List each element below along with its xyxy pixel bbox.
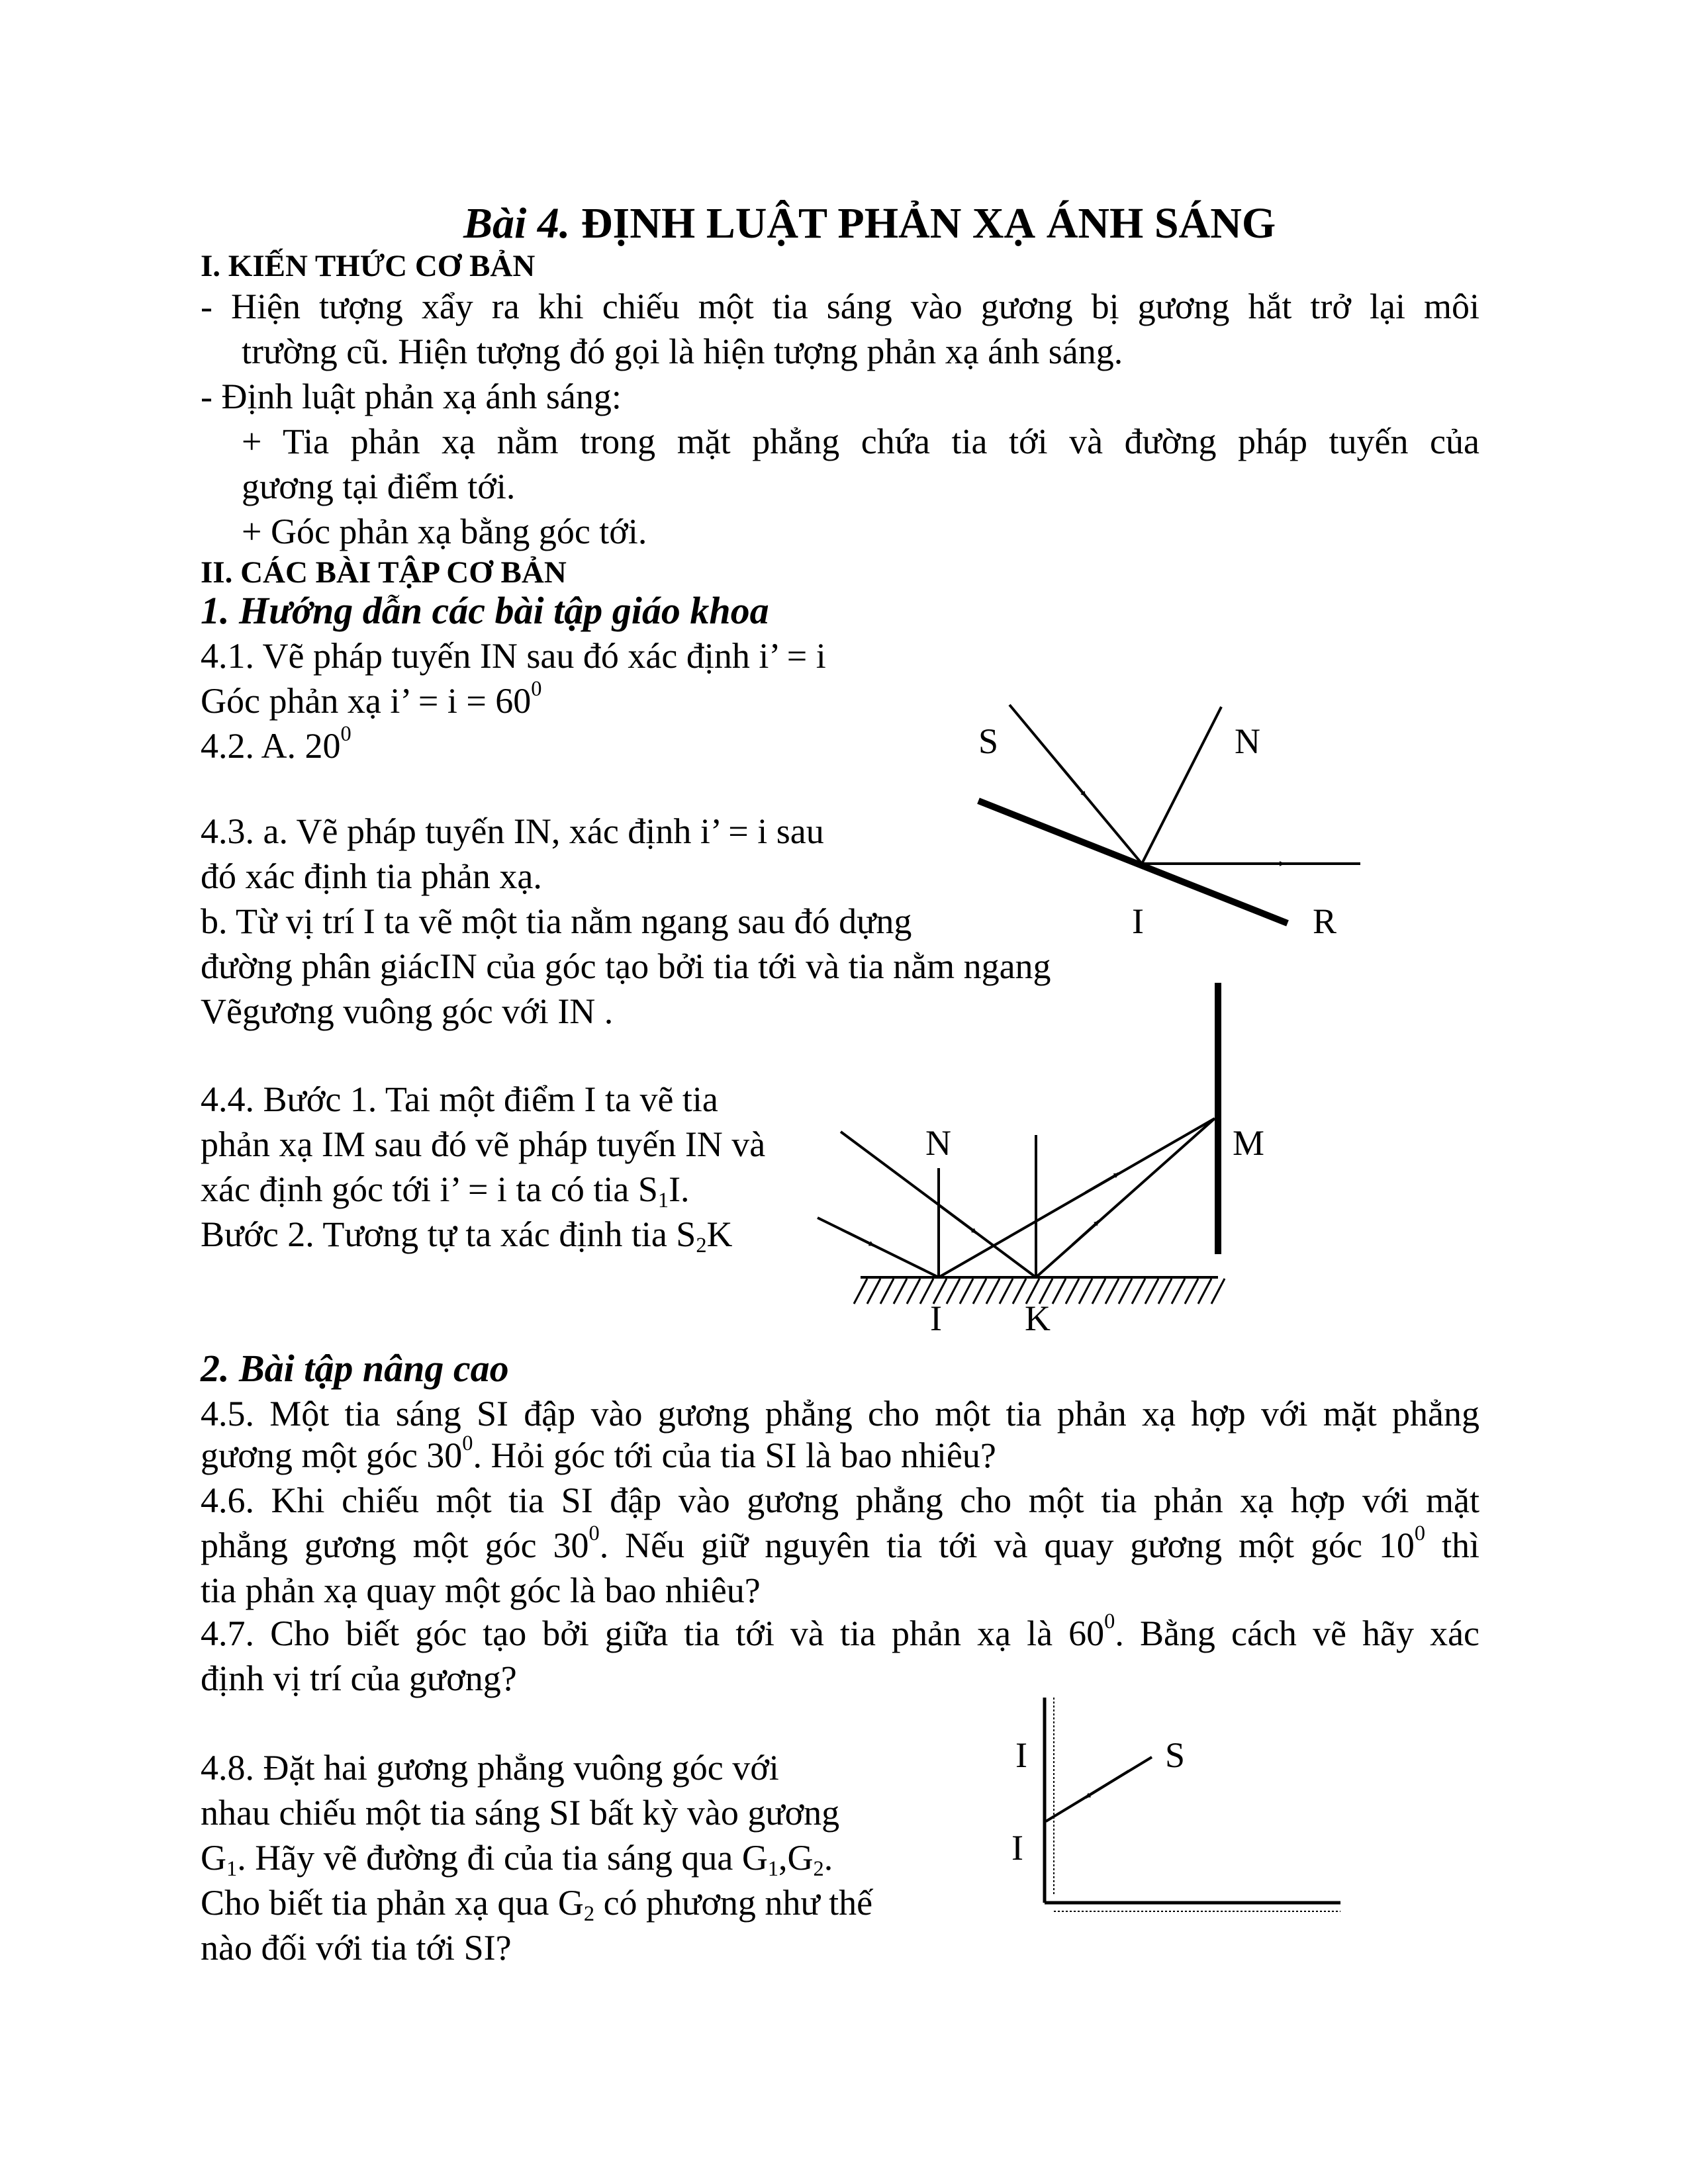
- fig1-label-N: N: [1235, 721, 1260, 761]
- problem-4-8-line2: nhau chiếu một tia sáng SI bất kỳ vào gương: [201, 1793, 840, 1833]
- reflected-ray-KM-arrow: [1072, 1221, 1099, 1245]
- problem-4-5-line1: 4.5. Một tia sáng SI đập vào gương phẳng cho một tia phản xạ hợp với mặt phẳng: [201, 1394, 1479, 1433]
- p48-text-d: .: [823, 1838, 833, 1878]
- answer-4-1b-text: Góc phản xạ i’ = i = 60: [201, 681, 532, 721]
- problem-4-7-line1-b: . Bằng cách vẽ hãy xác: [1115, 1614, 1480, 1653]
- problem-4-8-line5: nào đối với tia tới SI?: [201, 1928, 512, 1968]
- p48-g: G: [201, 1838, 226, 1878]
- degree-sup: 0: [531, 677, 542, 702]
- subscript: 1: [657, 1188, 669, 1212]
- problem-4-6-line2-c: thì: [1425, 1525, 1479, 1565]
- p48-text-b: . Hãy vẽ đường đi của tia sáng qua G: [237, 1838, 768, 1878]
- subheading-2: 2. Bài tập nâng cao: [201, 1347, 509, 1390]
- answer-4-4-line2: phản xạ IM sau đó vẽ pháp tuyến IN và: [201, 1124, 766, 1164]
- fig2-label-M: M: [1233, 1123, 1265, 1163]
- answer-4-4-line3-b: I.: [669, 1169, 690, 1209]
- answer-4-3-line3: b. Từ vị trí I ta vẽ một tia nằm ngang sau đó dựng: [201, 901, 912, 941]
- incident-ray-arrow: [1059, 764, 1086, 796]
- answer-4-3-line5: Vẽgương vuông góc với IN .: [201, 991, 614, 1031]
- answer-4-2-text: 4.2. A. 20: [201, 726, 341, 766]
- fig1-label-S: S: [978, 721, 999, 761]
- degree-sup: 0: [1414, 1522, 1426, 1546]
- subheading-1: 1. Hướng dẫn các bài tập giáo khoa: [201, 589, 769, 632]
- answer-4-4-line3-a: xác định góc tới i’ = i ta có tia S: [201, 1169, 658, 1209]
- problem-4-6-line2-a: phẳng gương một góc 30: [201, 1525, 589, 1565]
- answer-4-4-line1: 4.4. Bước 1. Tai một điểm I ta vẽ tia: [201, 1079, 718, 1119]
- answer-4-3-line1: 4.3. a. Vẽ pháp tuyến IN, xác định i’ = i sau: [201, 811, 824, 851]
- fig3-label-I-top: I: [1015, 1735, 1027, 1775]
- law1-line1: + Tia phản xạ nằm trong mặt phẳng chứa tia tới và đường pháp tuyến của: [242, 422, 1479, 461]
- problem-4-7-line2: định vị trí của gương?: [201, 1659, 517, 1698]
- problem-4-5-line2-a: gương một góc 30: [201, 1435, 463, 1475]
- normal-line: [1142, 707, 1221, 864]
- law2: + Góc phản xạ bằng góc tới.: [242, 512, 647, 551]
- figure-2-two-rays: [818, 983, 1225, 1304]
- bullet1-line1: - Hiện tượng xẩy ra khi chiếu một tia sáng vào gương bị gương hắt trở lại môi: [201, 287, 1479, 326]
- degree-sup: 0: [1104, 1610, 1115, 1634]
- fig3-label-S: S: [1165, 1735, 1186, 1775]
- reflected-ray-IM-arrow: [1086, 1173, 1119, 1193]
- subscript: 2: [696, 1233, 707, 1257]
- incident-ray-S2: [818, 1218, 939, 1277]
- problem-4-5-line2-b: . Hỏi góc tới của tia SI là bao nhiêu?: [473, 1435, 996, 1475]
- answer-4-3-line4: đường phân giácIN của góc tạo bởi tia tới và tia nằm ngang: [201, 946, 1051, 986]
- incident-ray-SI-arrow: [1086, 1771, 1129, 1797]
- incident-ray-S2-arrow: [847, 1232, 874, 1246]
- bullet1-line2: trường cũ. Hiện tượng đó gọi là hiện tượng phản xạ ánh sáng.: [242, 332, 1123, 371]
- subscript: 2: [583, 1901, 595, 1926]
- problem-4-8-line1: 4.8. Đặt hai gương phẳng vuông góc với: [201, 1748, 779, 1788]
- bullet2: - Định luật phản xạ ánh sáng:: [201, 377, 622, 416]
- problem-4-6-line3: tia phản xạ quay một góc là bao nhiêu?: [201, 1570, 761, 1610]
- fig2-label-N: N: [925, 1123, 951, 1163]
- fig1-label-R: R: [1313, 901, 1337, 941]
- title-prefix: Bài 4.: [463, 199, 571, 248]
- problem-4-6-line2-b: . Nếu giữ nguyên tia tới và quay gương một góc 10: [599, 1525, 1415, 1565]
- subscript: 1: [767, 1856, 779, 1881]
- fig2-label-K: K: [1025, 1298, 1051, 1338]
- p48-l4-b: có phương như thế: [594, 1883, 873, 1923]
- degree-sup: 0: [340, 722, 352, 747]
- incident-ray-S1-arrow: [940, 1206, 976, 1233]
- law1-line2: gương tại điểm tới.: [242, 467, 516, 506]
- title-main: ĐỊNH LUẬT PHẢN XẠ ÁNH SÁNG: [581, 199, 1276, 248]
- subscript: 2: [813, 1856, 824, 1881]
- answer-4-4-line4-b: K: [706, 1214, 733, 1254]
- figure-3-perpendicular-mirrors: [1045, 1698, 1340, 1911]
- fig3-label-I-mid: I: [1011, 1828, 1023, 1868]
- reflected-ray-IM: [939, 1118, 1215, 1277]
- p48-text-c: ,G: [778, 1838, 814, 1878]
- degree-sup: 0: [462, 1432, 473, 1456]
- answer-4-4-line4-a: Bước 2. Tương tự ta xác định tia S: [201, 1214, 696, 1254]
- answer-4-1: 4.1. Vẽ pháp tuyến IN sau đó xác định i’ = i: [201, 636, 826, 676]
- fig1-label-I: I: [1132, 901, 1144, 941]
- section2-heading: II. CÁC BÀI TẬP CƠ BẢN: [201, 555, 567, 590]
- p48-l4-a: Cho biết tia phản xạ qua G: [201, 1883, 584, 1923]
- reflected-ray-KM: [1036, 1118, 1215, 1277]
- fig2-label-I: I: [930, 1298, 942, 1338]
- figure-1-mirror-reflection: [978, 705, 1360, 923]
- problem-4-7-line1-a: 4.7. Cho biết góc tạo bởi giữa tia tới và tia phản xạ là 60: [201, 1614, 1105, 1653]
- section1-heading: I. KIẾN THỨC CƠ BẢN: [201, 249, 536, 283]
- subscript: 1: [226, 1856, 238, 1881]
- problem-4-6-line1: 4.6. Khi chiếu một tia SI đập vào gương phẳng cho một tia phản xạ hợp với mặt: [201, 1480, 1479, 1520]
- degree-sup: 0: [588, 1522, 600, 1546]
- answer-4-3-line2: đó xác định tia phản xạ.: [201, 856, 542, 896]
